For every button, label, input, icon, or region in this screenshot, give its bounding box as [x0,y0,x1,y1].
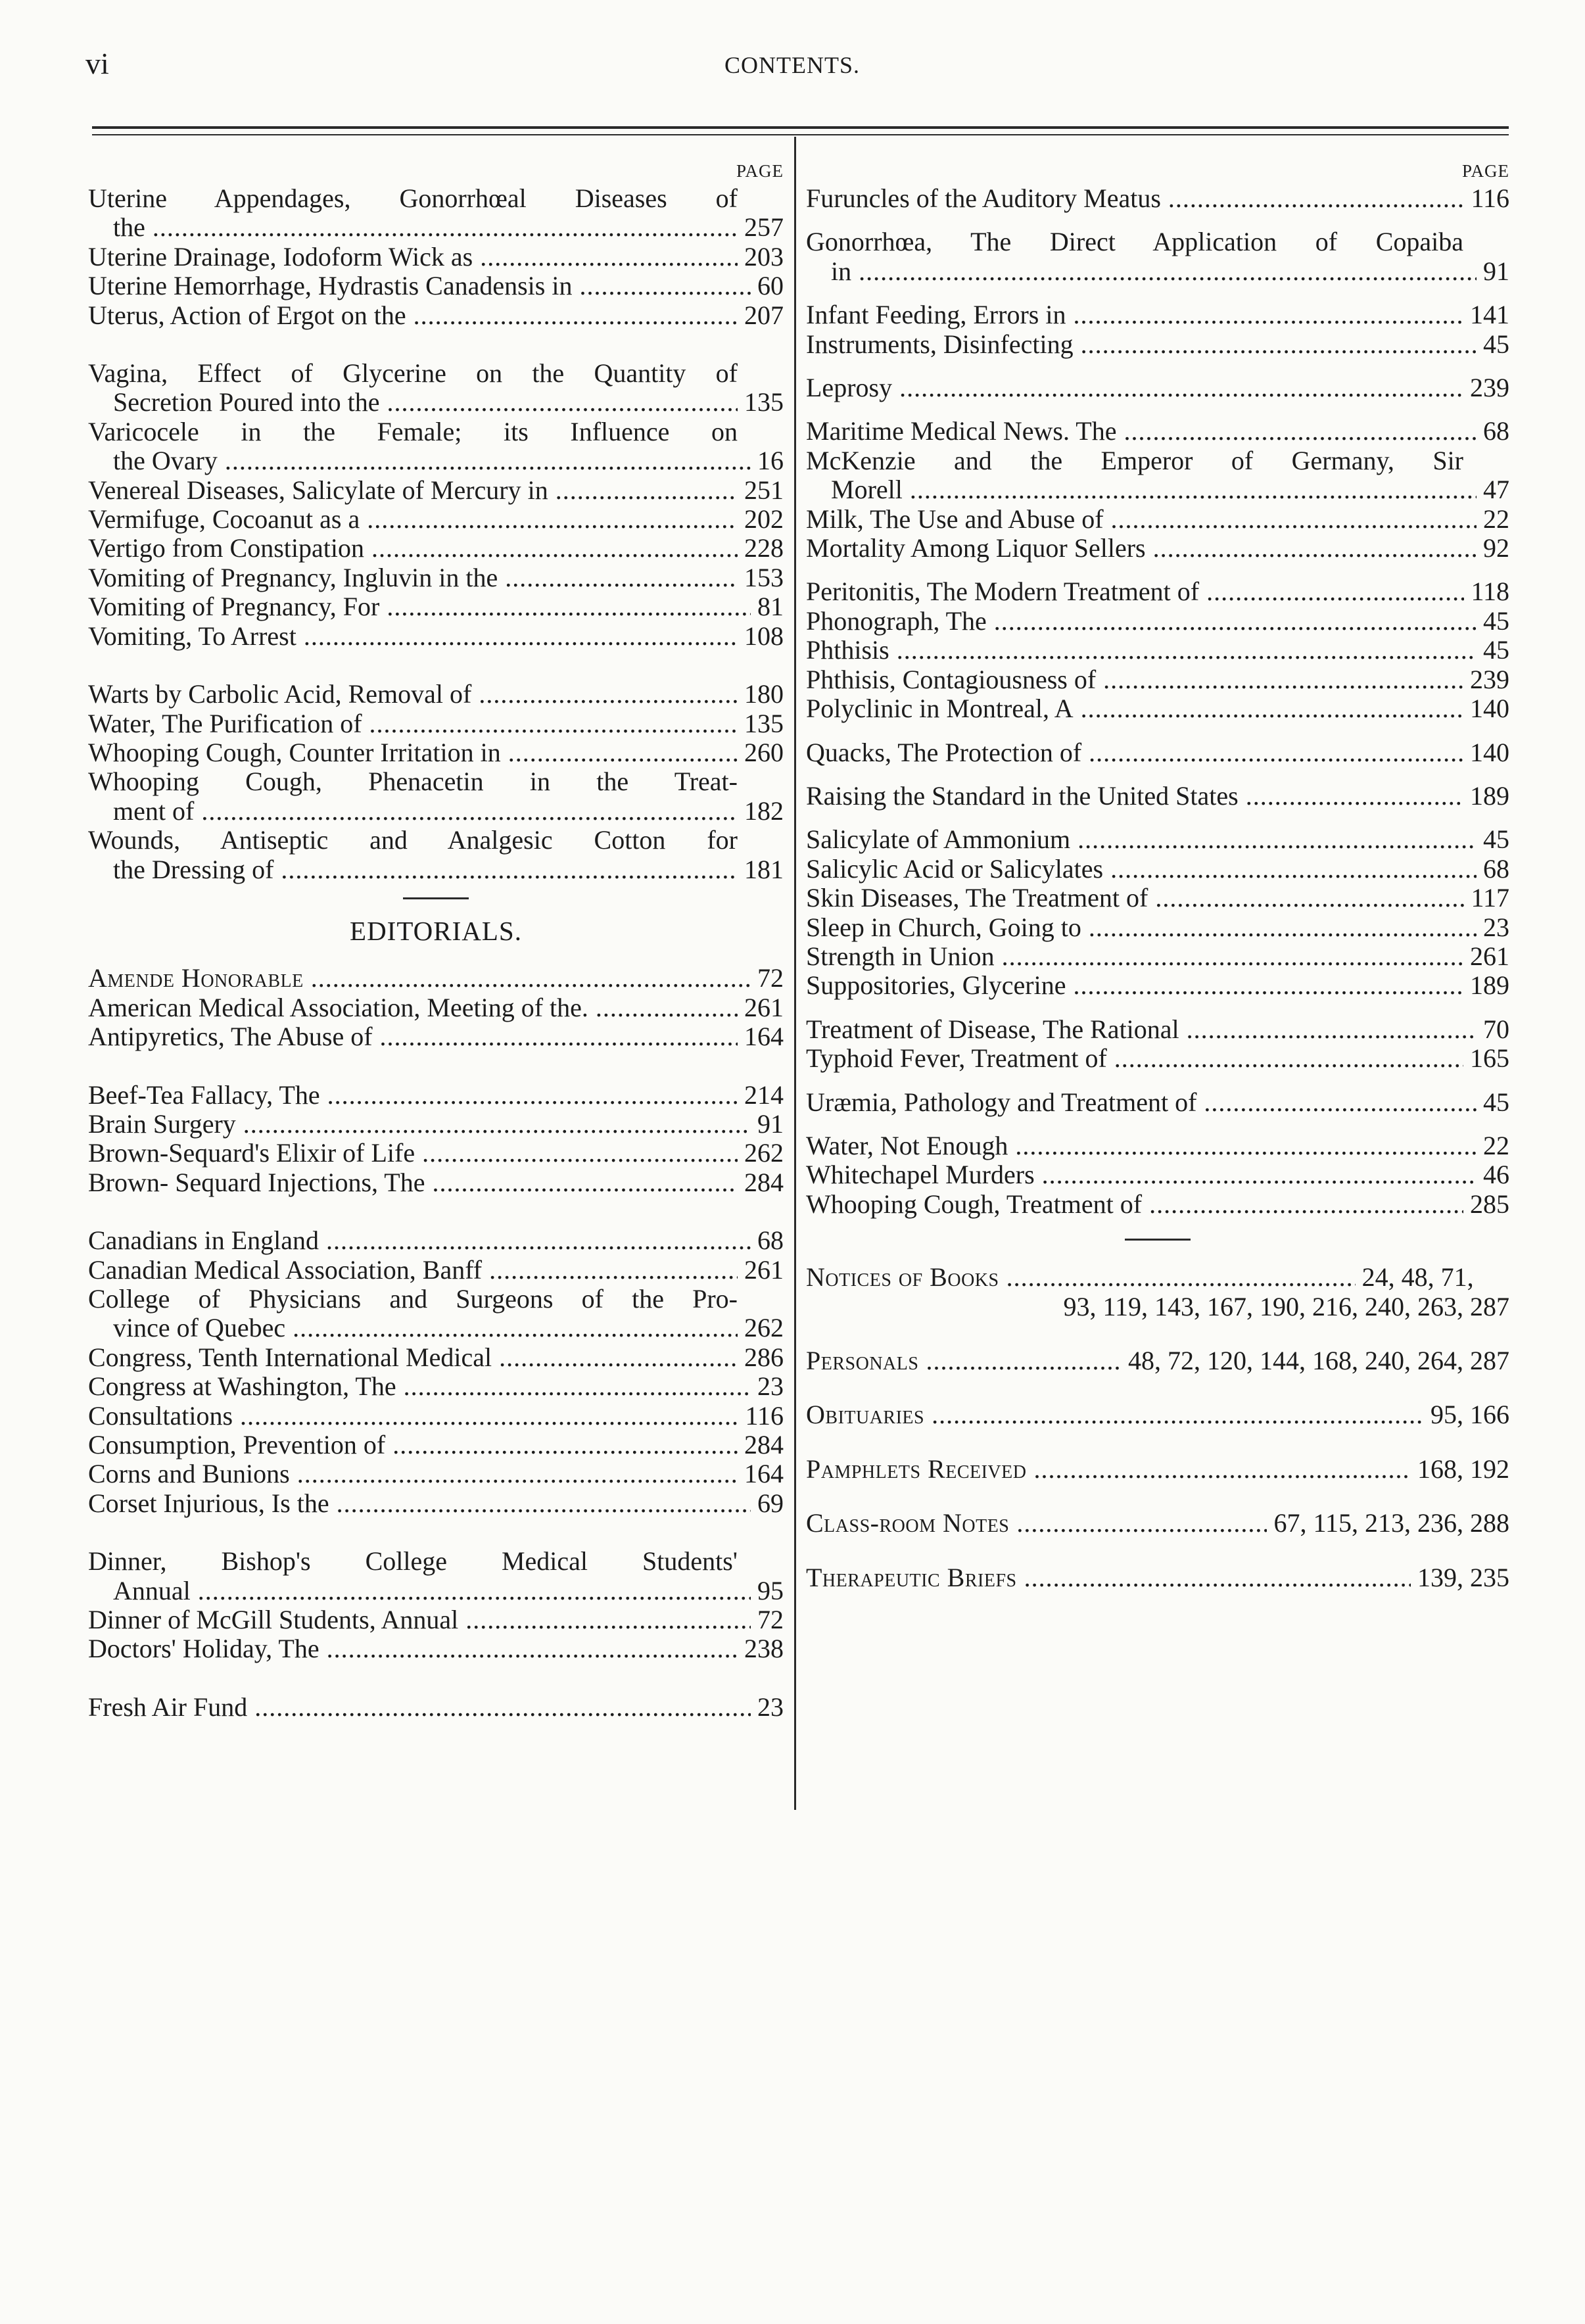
toc-entry [88,272,784,300]
entry-title: the ..... [113,213,738,242]
entry-page: 238 [744,1634,784,1664]
toc-entry [88,359,784,417]
toc-entry [88,505,784,534]
toc-entry [806,577,1509,606]
entry-page: 91 [757,1108,784,1139]
notices-section [806,1263,1509,1592]
toc-entry [88,1226,784,1255]
section-rule [403,897,469,899]
entry-page: 284 [744,1167,784,1197]
right-column [806,158,1509,1592]
entry-title-line: Varicocele in the Female; its Influence on [88,417,738,446]
entry-title: ment of ..... [113,797,738,826]
entry-title: Furuncles of the Auditory Meatus ..... [806,184,1464,213]
entry-title: Brown-Sequard's Elixir of Life ..... [88,1139,738,1168]
column-divider [794,137,796,1810]
toc-entry [88,534,784,563]
entry-page: 116 [745,1400,784,1431]
toc-entry [88,417,784,476]
entry-page: 45 [1483,605,1509,636]
entry-title: Canadians in England ..... [88,1226,751,1255]
entry-page: 261 [1470,941,1509,971]
toc-entry [88,1431,784,1459]
toc-entry [88,622,784,651]
entry-title: Obituaries ..... [806,1400,1424,1429]
entry-page: 202 [744,504,784,534]
class-room-notes [806,1509,1509,1538]
entry-page: 153 [744,562,784,592]
header-rule-thin [92,134,1509,135]
toc-entry [88,1139,784,1168]
toc-entry [88,243,784,272]
entry-page: 16 [757,446,784,476]
toc-entry [88,1693,784,1722]
toc-entry [806,1044,1509,1073]
entry-title-line: Uterine Appendages, Gonorrhœal Diseases of [88,184,738,213]
entry-title: the Dressing of ..... [113,855,738,884]
toc-entry [88,964,784,993]
toc-entry [806,1190,1509,1219]
entry-page: 261 [744,1254,784,1285]
entry-title: in ..... [831,257,1477,286]
toc-entry [88,1372,784,1401]
toc-entry [806,505,1509,534]
toc-entry [806,942,1509,971]
entry-title: Phonograph, The ..... [806,607,1477,636]
entry-page: 239 [1470,664,1509,694]
entry-title: Whooping Cough, Counter Irritation in ..... [88,738,738,767]
entry-title: Brain Surgery ..... [88,1110,751,1139]
toc-entry [88,563,784,592]
toc-entry [88,767,784,826]
entry-title: Fresh Air Fund ..... [88,1693,751,1722]
entry-page: 24, 48, 71, [1361,1262,1474,1292]
toc-entry [806,825,1509,854]
entry-title: Doctors' Holiday, The ..... [88,1634,738,1663]
toc-entry [806,884,1509,913]
entry-page: 118 [1471,577,1509,607]
toc-entry [88,1168,784,1197]
page-column-label: PAGE [736,161,784,181]
entry-page: 45 [1483,824,1509,855]
entry-page: 286 [744,1342,784,1372]
entry-page: 164 [744,1022,784,1052]
entry-page: 48, 72, 120, 144, 168, 240, 264, 287 [1128,1346,1509,1375]
toc-entry [88,1459,784,1488]
entry-title: Vertigo from Constipation ..... [88,534,738,563]
entry-page: 60 [757,271,784,301]
entry-page: 68 [1483,853,1509,884]
entry-title: Consumption, Prevention of ..... [88,1431,738,1459]
toc-entry [88,738,784,767]
entry-title: Congress at Washington, The ..... [88,1372,751,1401]
toc-entry [88,1022,784,1051]
toc-entry [88,1605,784,1634]
page-number: vi [85,47,109,80]
toc-entry [88,826,784,884]
entry-page: 116 [1471,183,1509,213]
entry-page: 139, 235 [1417,1562,1509,1592]
entry-title: Consultations ..... [88,1402,738,1431]
entry-page: 91 [1483,256,1509,286]
toc-entry [806,1131,1509,1160]
entry-page: 141 [1470,300,1509,330]
entry-page: 140 [1470,737,1509,767]
toc-entry [88,1081,784,1110]
entry-title: Notices of Books ..... [806,1263,1356,1292]
entry-page: 70 [1483,1014,1509,1044]
toc-entry [806,971,1509,1000]
entry-page: 181 [744,854,784,884]
toc-entry [806,300,1509,329]
entry-title: Sleep in Church, Going to ..... [806,913,1477,942]
entry-title-line: College of Physicians and Surgeons of the Pro- [88,1285,738,1314]
entry-title: Whitechapel Murders ..... [806,1160,1477,1189]
toc-entry [88,1547,784,1605]
entry-title-line: Dinner, Bishop's College Medical Students' [88,1547,738,1577]
entry-title: Class-room Notes ..... [806,1509,1267,1538]
entry-page: 182 [744,795,784,826]
toc-entry [806,1088,1509,1117]
entry-page: 135 [744,387,784,417]
entry-title: Morell ..... [831,475,1477,504]
entry-title: Venereal Diseases, Salicylate of Mercury in ..... [88,476,738,505]
entry-title: Secretion Poured into the ..... [113,388,738,417]
toc-entry [88,1343,784,1372]
entry-title: Uterus, Action of Ergot on the ..... [88,301,738,330]
entry-page: 140 [1470,694,1509,724]
editorials-heading: EDITORIALS. [350,915,522,946]
toc-entry [806,1015,1509,1044]
entry-title: Whooping Cough, Treatment of ..... [806,1190,1463,1219]
left-column [88,158,784,1722]
toc-entry [806,417,1509,446]
entry-page: 214 [744,1079,784,1110]
entry-page: 92 [1483,533,1509,563]
entry-page: 117 [1471,883,1509,913]
toc-entry [88,1402,784,1431]
entry-title: Phthisis ..... [806,636,1477,665]
entry-title: Uræmia, Pathology and Treatment of ..... [806,1088,1477,1117]
entry-page: 260 [744,737,784,767]
entry-title-line: Wounds, Antiseptic and Analgesic Cotton for [88,826,738,855]
entry-title: Mortality Among Liquor Sellers ..... [806,534,1477,563]
toc-entry [806,913,1509,942]
entry-page: 207 [744,300,784,330]
entry-title: Skin Diseases, The Treatment of ..... [806,884,1464,913]
entry-page: 22 [1483,1130,1509,1160]
entry-title: Typhoid Fever, Treatment of ..... [806,1044,1463,1073]
entry-title: Warts by Carbolic Acid, Removal of ..... [88,680,738,709]
toc-entry [88,1256,784,1285]
entry-title: Salicylate of Ammonium ..... [806,825,1477,854]
toc-entry [88,680,784,709]
toc-entry [806,227,1509,286]
page-header [85,46,1499,92]
entry-title: Vomiting, To Arrest ..... [88,622,738,651]
entry-page: 23 [757,1371,784,1402]
toc-entry [806,738,1509,767]
entry-page: 69 [757,1488,784,1518]
entry-page: 285 [1470,1189,1509,1219]
notices-of-books [806,1263,1509,1321]
entry-title: Leprosy ..... [806,373,1463,402]
entry-title: Infant Feeding, Errors in ..... [806,300,1463,329]
toc-entry [806,184,1509,213]
entry-title: Suppositories, Glycerine ..... [806,971,1463,1000]
entry-title: Beef-Tea Fallacy, The ..... [88,1081,738,1110]
entry-title: Salicylic Acid or Salicylates ..... [806,855,1477,884]
entry-page: 165 [1470,1043,1509,1074]
right-entry-list [806,184,1509,1219]
entry-title: Annual ..... [113,1577,751,1605]
entry-title: Antipyretics, The Abuse of ..... [88,1022,738,1051]
entry-page: 95 [757,1575,784,1605]
entry-page: 45 [1483,329,1509,359]
entry-page: 95, 166 [1431,1400,1509,1430]
entry-page: 45 [1483,635,1509,665]
entry-title: Uterine Hemorrhage, Hydrastis Canadensis in ..... [88,272,751,300]
running-title: CONTENTS. [724,52,860,78]
entry-page: 135 [744,708,784,738]
entry-page: 93, 119, 143, 167, 190, 216, 240, 263, 287 [1063,1291,1509,1321]
toc-entry [806,534,1509,563]
entry-title: Pamphlets Received ..... [806,1455,1411,1484]
entry-title-line: Gonorrhœa, The Direct Application of Copaiba [806,227,1463,257]
entry-page: 81 [757,592,784,622]
toc-entry [88,301,784,330]
toc-entry [806,665,1509,694]
entry-title: vince of Quebec ..... [113,1314,738,1342]
entry-title: Water, The Purification of ..... [88,709,738,738]
entry-page: 23 [757,1692,784,1722]
toc-entry [806,373,1509,402]
entry-title: Amende Honorable ..... [88,964,751,993]
entry-title: Corns and Bunions ..... [88,1459,738,1488]
entry-title: Vomiting of Pregnancy, For ..... [88,592,751,621]
entry-page: 67, 115, 213, 236, 288 [1273,1508,1509,1538]
entry-title: Instruments, Disinfecting ..... [806,330,1477,359]
entry-page: 180 [744,679,784,709]
obituaries [806,1400,1509,1429]
entry-page: 168, 192 [1417,1454,1509,1484]
toc-entry [88,993,784,1022]
entry-title: Treatment of Disease, The Rational ..... [806,1015,1477,1044]
toc-entry [88,709,784,738]
page-column-label: PAGE [1461,161,1509,181]
entry-title: Uterine Drainage, Iodoform Wick as ..... [88,243,738,272]
toc-entry [806,694,1509,723]
entry-page: 68 [1483,416,1509,446]
entry-page: 261 [744,992,784,1022]
entry-page: 262 [744,1138,784,1168]
entry-title: American Medical Association, Meeting of the. ..... [88,993,738,1022]
entry-page: 251 [744,475,784,505]
entry-title: Personals ..... [806,1346,1122,1375]
section-rule [1125,1239,1191,1241]
entry-page: 262 [744,1313,784,1343]
pamphlets-received [806,1455,1509,1484]
personals [806,1346,1509,1375]
entry-page: 45 [1483,1087,1509,1117]
toc-entry [806,446,1509,505]
entry-title: Water, Not Enough ..... [806,1131,1477,1160]
entry-page: 164 [744,1459,784,1489]
toc-entry [88,1110,784,1139]
entry-title: Corset Injurious, Is the ..... [88,1489,751,1518]
entry-title: Polyclinic in Montreal, A ..... [806,694,1463,723]
editorial-entry-list [88,964,784,1722]
toc-entry [806,607,1509,636]
entry-title: Quacks, The Protection of ..... [806,738,1463,767]
entry-title: Congress, Tenth International Medical ..... [88,1343,738,1372]
toc-entry [806,636,1509,665]
entry-page: 189 [1470,970,1509,1001]
entry-page: 23 [1483,912,1509,942]
entry-title: Strength in Union ..... [806,942,1463,971]
entry-page: 47 [1483,475,1509,505]
entry-title: Brown- Sequard Injections, The ..... [88,1168,738,1197]
entry-title: Canadian Medical Association, Banff ..... [88,1256,738,1285]
entry-title: Peritonitis, The Modern Treatment of ..... [806,577,1464,606]
entry-page: 108 [744,621,784,651]
entry-page: 257 [744,212,784,243]
toc-entry [88,184,784,243]
entry-page: 239 [1470,373,1509,403]
toc-entry [806,855,1509,884]
entry-page: 189 [1470,780,1509,811]
toc-entry [806,1160,1509,1189]
toc-entry [806,330,1509,359]
entry-title-line: McKenzie and the Emperor of Germany, Sir [806,446,1463,475]
entry-page: 22 [1483,504,1509,534]
toc-entry [88,1489,784,1518]
toc-entry [88,592,784,621]
entry-title: Vermifuge, Cocoanut as a ..... [88,505,738,534]
entry-title: Vomiting of Pregnancy, Ingluvin in the ..... [88,563,738,592]
entry-title: Milk, The Use and Abuse of ..... [806,505,1477,534]
toc-entry [88,1634,784,1663]
entry-page: 284 [744,1430,784,1460]
entry-page: 203 [744,241,784,272]
toc-entry [88,476,784,505]
entry-page: 68 [757,1225,784,1256]
left-entry-list [88,184,784,884]
entry-title: Therapeutic Briefs ..... [806,1563,1411,1592]
toc-entry [88,1285,784,1343]
entry-title: Maritime Medical News. The ..... [806,417,1477,446]
entry-page: 228 [744,533,784,563]
entry-page: 72 [757,1605,784,1635]
entry-title: the Ovary ..... [113,446,751,475]
entry-title: Raising the Standard in the United States ..... [806,782,1463,811]
therapeutic-briefs [806,1563,1509,1592]
entry-title-line: Vagina, Effect of Glycerine on the Quantity of [88,359,738,389]
entry-page: 72 [757,963,784,993]
toc-entry [806,782,1509,811]
header-rule-thick [92,126,1509,129]
entry-title-line: Whooping Cough, Phenacetin in the Treat- [88,767,738,797]
entry-page: 46 [1483,1160,1509,1190]
entry-title: Dinner of McGill Students, Annual ..... [88,1605,751,1634]
entry-title: Phthisis, Contagiousness of ..... [806,665,1463,694]
